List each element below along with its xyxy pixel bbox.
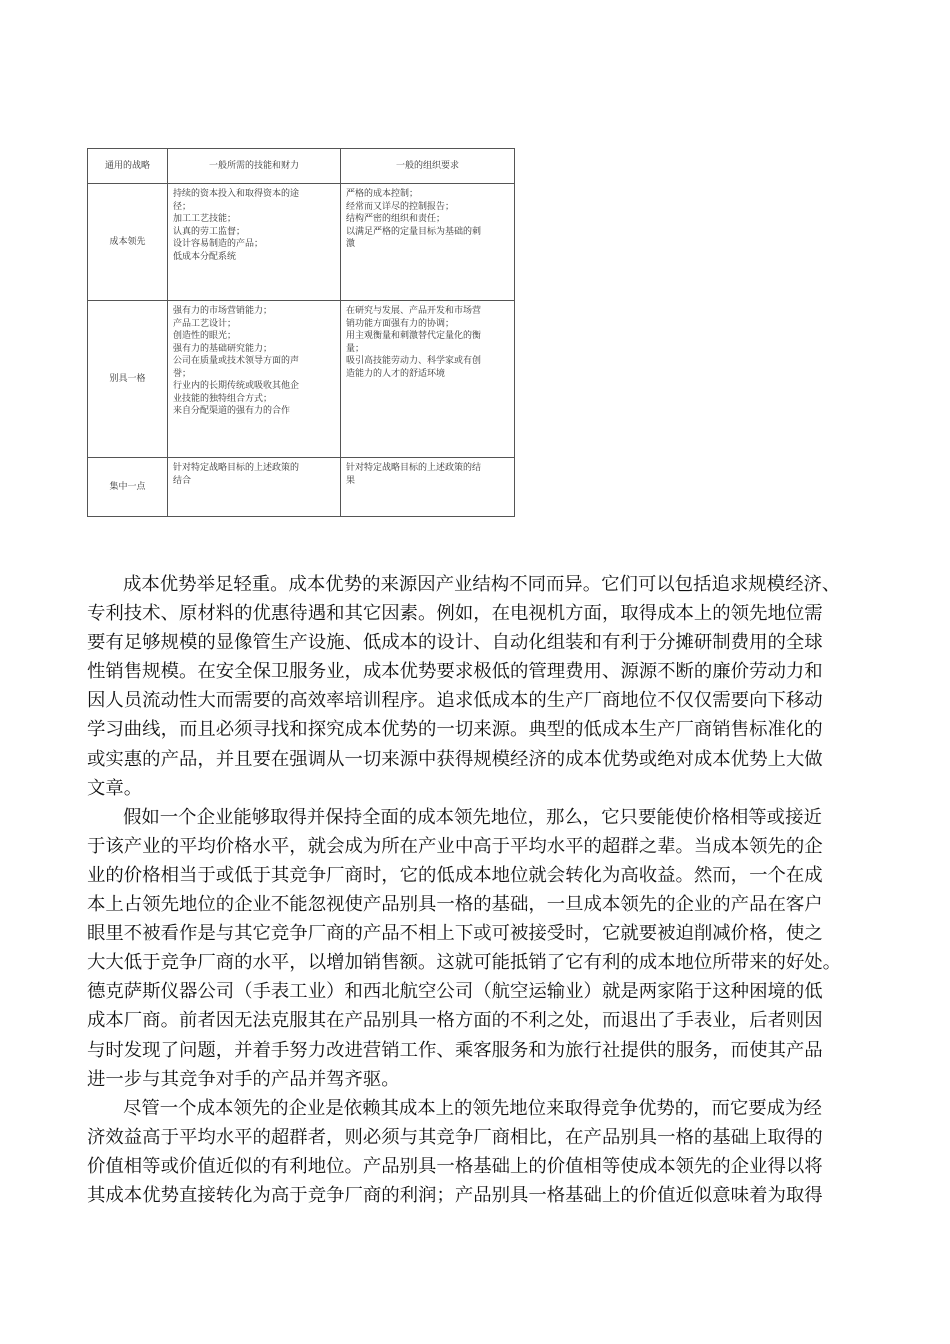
cell-line: 来自分配渠道的强有力的合作 [173,406,291,416]
cell-line: 结构严密的组织和责任； [346,214,446,224]
paragraph [87,570,867,803]
strategy-name-cell: 成本领先 [88,184,168,301]
org-cell [341,458,515,517]
cell-line: 加工工艺技能； [173,214,237,224]
cell-line: 造能力的人才的舒适环境 [346,368,446,379]
text-line: 学习曲线，而且必须寻找和探究成本优势的一切来源。典型的低成本生产厂商销售标准化的 [87,719,823,741]
cell-line: 强有力的市场营销能力； [173,306,273,316]
text-line: 与时发现了问题，并着手努力改进营销工作、乘客服务和为旅行社提供的服务，而使其产品 [87,1039,823,1061]
cell-line: 创造性的眼光； [173,331,237,341]
table-row [88,301,515,458]
paragraph [87,803,867,1094]
text-line: 业的价格相当于或低于其竞争厂商时，它的低成本地位就会转化为高收益。然而，一个在成 [87,864,823,886]
cell-line: 针对特定战略目标的上述政策的结 [346,463,482,473]
cell-line: 经常而又详尽的控制报告； [346,201,455,212]
table-row [88,184,515,301]
org-cell [341,301,515,458]
text-line: 济效益高于平均水平的超群者，则必须与其竞争厂商相比，在产品别具一格的基础上取得的 [87,1126,823,1148]
cell-line: 果 [346,475,356,486]
text-line: 眼里不被看作是与其它竞争厂商的产品不相上下或可被接受时，它就要被迫削减价格，使之 [87,923,823,945]
cell-line: 低成本分配系统 [173,251,237,262]
text-line: 尽管一个成本领先的企业是依赖其成本上的领先地位来取得竞争优势的，而它要成为经 [123,1097,822,1119]
text-line: 专利技术、原材料的优惠待遇和其它因素。例如，在电视机方面，取得成本上的领先地位需 [87,603,823,625]
table-header-cell: 一般所需的技能和财力 [168,149,341,184]
text-line: 成本厂商。前者因无法克服其在产品别具一格方面的不利之处，而退出了手表业，后者则因 [87,1010,823,1032]
cell-line: 设计容易制造的产品； [173,239,264,249]
cell-line: 用主观衡量和刺激替代定量化的衡 [346,331,482,341]
body-text [87,570,867,1210]
text-line: 大大低于竞争厂商的水平，以增加销售额。这就可能抵销了它有利的成本地位所带来的好处。 [87,952,842,974]
table-header-cell: 通用的战略 [88,149,168,184]
cell-line: 强有力的基础研究能力； [173,343,273,354]
text-line: 其成本优势直接转化为高于竞争厂商的利润；产品别具一格基础上的价值近似意味着为取得 [87,1184,823,1206]
cell-line: 誉； [173,368,192,379]
cell-line: 产品工艺设计； [173,318,237,329]
cell-line: 激 [346,239,356,249]
strategy-name-cell: 别具一格 [88,301,168,458]
skills-cell [168,301,341,458]
cell-line: 径； [173,201,192,212]
cell-line: 严格的成本控制； [346,189,419,199]
text-line: 德克萨斯仪器公司（手表工业）和西北航空公司（航空运输业）就是两家陷于这种困境的低 [87,981,823,1003]
cell-line: 在研究与发展、产品开发和市场营 [346,306,482,316]
cell-line: 针对特定战略目标的上述政策的 [173,463,300,473]
strategy-table [87,148,515,517]
text-line: 要有足够规模的显像管生产设施、低成本的设计、自动化组装和有利于分摊研制费用的全球 [87,632,823,654]
text-line: 或实惠的产品，并且要在强调从一切来源中获得规模经济的成本优势或绝对成本优势上大做 [87,748,823,770]
text-line: 于该产业的平均价格水平，就会成为所在产业中高于平均水平的超群之辈。当成本领先的企 [87,835,823,857]
text-line: 进一步与其竞争对手的产品并驾齐驱。 [87,1068,400,1090]
text-line: 本上占领先地位的企业不能忽视使产品别具一格的基础，一旦成本领先的企业的产品在客户 [87,894,823,916]
org-cell [341,184,515,301]
strategy-name-cell: 集中一点 [88,458,168,517]
text-line: 假如一个企业能够取得并保持全面的成本领先地位，那么，它只要能使价格相等或接近 [123,806,822,828]
strategy-table-image [87,148,514,516]
cell-line: 销功能方面强有力的协调； [346,318,455,329]
cell-line: 以满足严格的定量目标为基础的刺 [346,226,482,237]
cell-line: 结合 [173,475,192,486]
cell-line: 业技能的独特组合方式； [173,393,273,404]
cell-line: 持续的资本投入和取得资本的途 [173,189,300,199]
text-line: 文章。 [87,777,143,799]
cell-line: 行业内的长期传统或吸收其他企 [173,381,300,391]
text-line: 因人员流动性大而需要的高效率培训程序。追求低成本的生产厂商地位不仅仅需要向下移动 [87,690,823,712]
skills-cell [168,184,341,301]
cell-line: 量； [346,343,365,354]
text-line: 价值相等或价值近似的有利地位。产品别具一格基础上的价值相等使成本领先的企业得以将 [87,1155,823,1177]
table-row [88,458,515,517]
skills-cell [168,458,341,517]
table-header-cell: 一般的组织要求 [341,149,515,184]
text-line: 成本优势举足轻重。成本优势的来源因产业结构不同而异。它们可以包括追求规模经济、 [123,574,841,595]
cell-line: 公司在质量或技术领导方面的声 [173,356,300,366]
cell-line: 认真的劳工监督； [173,226,246,237]
text-line: 性销售规模。在安全保卫服务业，成本优势要求极低的管理费用、源源不断的廉价劳动力和 [87,661,823,683]
table-header-row [88,149,515,184]
paragraph [87,1094,867,1210]
cell-line: 吸引高技能劳动力、科学家或有创 [346,356,482,366]
